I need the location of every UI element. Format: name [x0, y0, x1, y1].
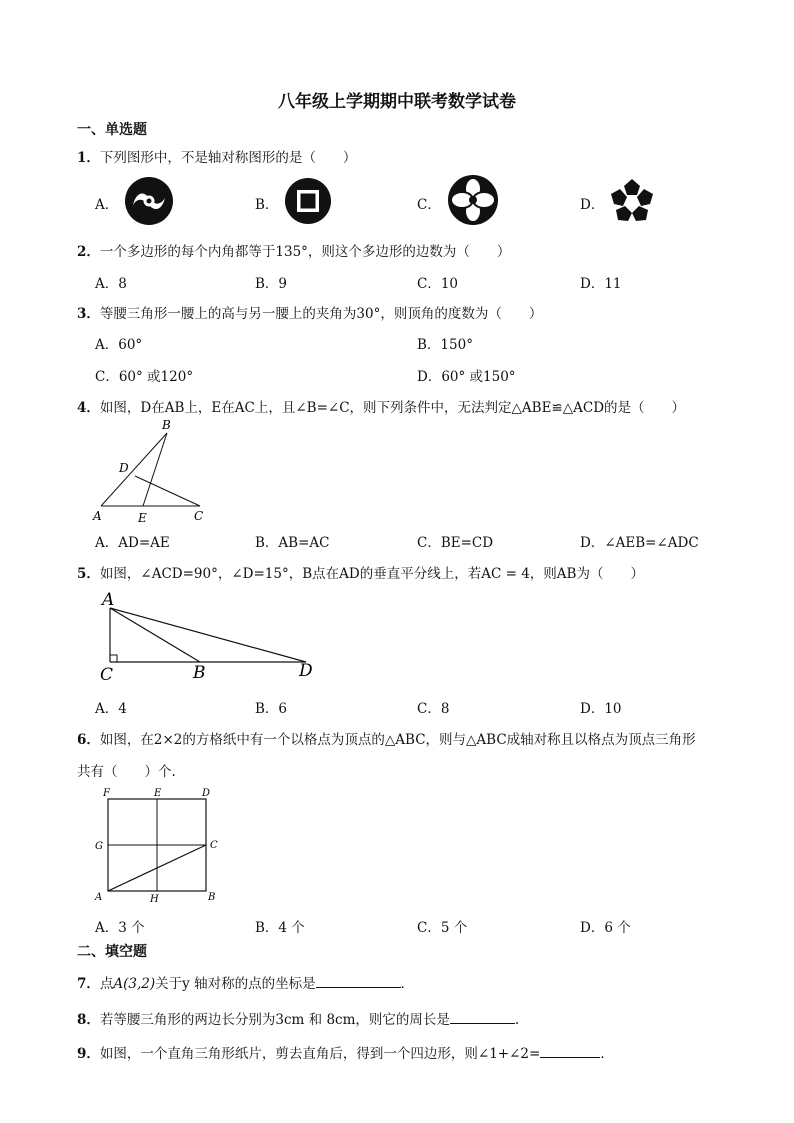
label-d: D	[119, 461, 129, 475]
option-a[interactable]: A．	[95, 197, 119, 213]
option-b[interactable]: B．4 个	[255, 920, 305, 936]
question-5	[77, 562, 644, 582]
question-text: 等腰三角形一腰上的高与另一腰上的夹角为30°，则顶角的度数为（ ）	[99, 306, 543, 322]
four-petal-flower-icon	[447, 174, 499, 226]
label-a: A	[93, 509, 102, 523]
question-number: 2．	[77, 244, 100, 260]
question-number: 1．	[77, 150, 100, 166]
question-text: 一个多边形的每个内角都等于135°，则这个多边形的边数为（ ）	[99, 244, 511, 260]
question-text: 如图，一个直角三角形纸片，剪去直角后，得到一个四边形，则∠1+∠2=	[99, 1046, 541, 1062]
question-number: 7．	[77, 976, 100, 992]
question-3	[77, 302, 542, 322]
label-g: G	[95, 841, 103, 852]
option-d[interactable]: D．6 个	[580, 920, 631, 936]
question-text: 点	[99, 976, 114, 992]
question-number: 8．	[77, 1012, 100, 1028]
label-h: H	[150, 894, 159, 905]
section-heading-single-choice: 一、单选题	[77, 122, 147, 138]
question-4	[77, 396, 685, 416]
option-b[interactable]: B．9	[255, 276, 288, 292]
question-text-after: 关于y 轴对称的点的坐标是	[155, 976, 316, 992]
option-a[interactable]: A．60°	[95, 337, 143, 353]
option-a[interactable]: A．3 个	[95, 920, 145, 936]
label-a: A	[95, 892, 103, 903]
label-c: C	[210, 840, 218, 851]
q5-right-triangle-figure	[96, 586, 326, 686]
label-a: A	[102, 590, 115, 610]
question-end: ．	[400, 976, 415, 992]
question-end: .	[514, 1012, 520, 1028]
question-text: 如图，在2×2的方格纸中有一个以格点为顶点的△ABC，则与△ABC成轴对称且以格点为顶点三角形	[99, 732, 696, 748]
option-c[interactable]: C．8	[417, 701, 450, 717]
option-a[interactable]: A．4	[95, 701, 127, 717]
square-hole-coin-icon	[284, 177, 332, 225]
option-d[interactable]: D．11	[580, 276, 622, 292]
question-text: 如图，∠ACD=90°，∠D=15°，B点在AD的垂直平分线上，若AC = 4，则AB为（ ）	[99, 566, 644, 582]
option-d[interactable]: D．10	[580, 701, 622, 717]
yin-yang-wave-icon	[124, 176, 174, 226]
question-9	[77, 1042, 614, 1062]
answer-blank[interactable]	[316, 975, 401, 988]
option-d[interactable]: D．	[580, 197, 605, 213]
section-heading-fill-blank: 二、填空题	[77, 944, 147, 960]
label-b: B	[162, 418, 171, 432]
label-e: E	[154, 788, 162, 799]
question-number: 9．	[77, 1046, 100, 1062]
option-c[interactable]: C．10	[417, 276, 459, 292]
answer-blank[interactable]	[540, 1045, 600, 1058]
option-b[interactable]: B．6	[255, 701, 288, 717]
question-2	[77, 240, 510, 260]
question-6	[77, 728, 696, 748]
label-d: D	[299, 661, 313, 681]
question-number: 4．	[77, 400, 100, 416]
pentagon-flower-icon	[609, 178, 655, 224]
question-7	[77, 972, 414, 992]
question-number: 3．	[77, 306, 100, 322]
label-b: B	[193, 663, 206, 683]
option-d[interactable]: D．∠AEB=∠ADC	[580, 535, 699, 551]
question-6-continued: 共有（ ）个.	[77, 764, 176, 780]
label-e: E	[138, 511, 147, 525]
label-c: C	[194, 509, 204, 523]
option-a[interactable]: A．8	[95, 276, 127, 292]
option-c[interactable]: C．	[417, 197, 441, 213]
label-d: D	[202, 788, 211, 799]
option-d[interactable]: D．60° 或150°	[417, 369, 516, 385]
option-b[interactable]: B．150°	[417, 337, 473, 353]
label-f: F	[103, 788, 110, 799]
question-8	[77, 1008, 519, 1028]
option-c[interactable]: C．60° 或120°	[95, 369, 194, 385]
answer-blank[interactable]	[450, 1011, 515, 1024]
question-text: 如图，D在AB上，E在AC上，且∠B=∠C，则下列条件中，无法判定△ABE≌△ACD的是（ ）	[99, 400, 686, 416]
question-text: 下列图形中，不是轴对称图形的是（ ）	[99, 150, 357, 166]
question-number: 5．	[77, 566, 100, 582]
option-c[interactable]: C．5 个	[417, 920, 468, 936]
question-end: ．	[600, 1046, 614, 1062]
question-1	[77, 146, 356, 166]
option-c[interactable]: C．BE=CD	[417, 535, 494, 551]
point-label: A(3,2)	[113, 976, 156, 992]
option-b[interactable]: B．	[255, 197, 279, 213]
q6-grid-figure	[90, 784, 225, 906]
option-b[interactable]: B．AB=AC	[255, 535, 330, 551]
label-b: B	[208, 892, 216, 903]
label-c: C	[100, 665, 114, 685]
question-text: 若等腰三角形的两边长分别为3cm 和 8cm，则它的周长是	[99, 1012, 450, 1028]
q4-triangle-figure	[90, 416, 215, 526]
page-title: 八年级上学期期中联考数学试卷	[278, 92, 516, 112]
option-a[interactable]: A．AD=AE	[95, 535, 170, 551]
question-number: 6．	[77, 732, 100, 748]
